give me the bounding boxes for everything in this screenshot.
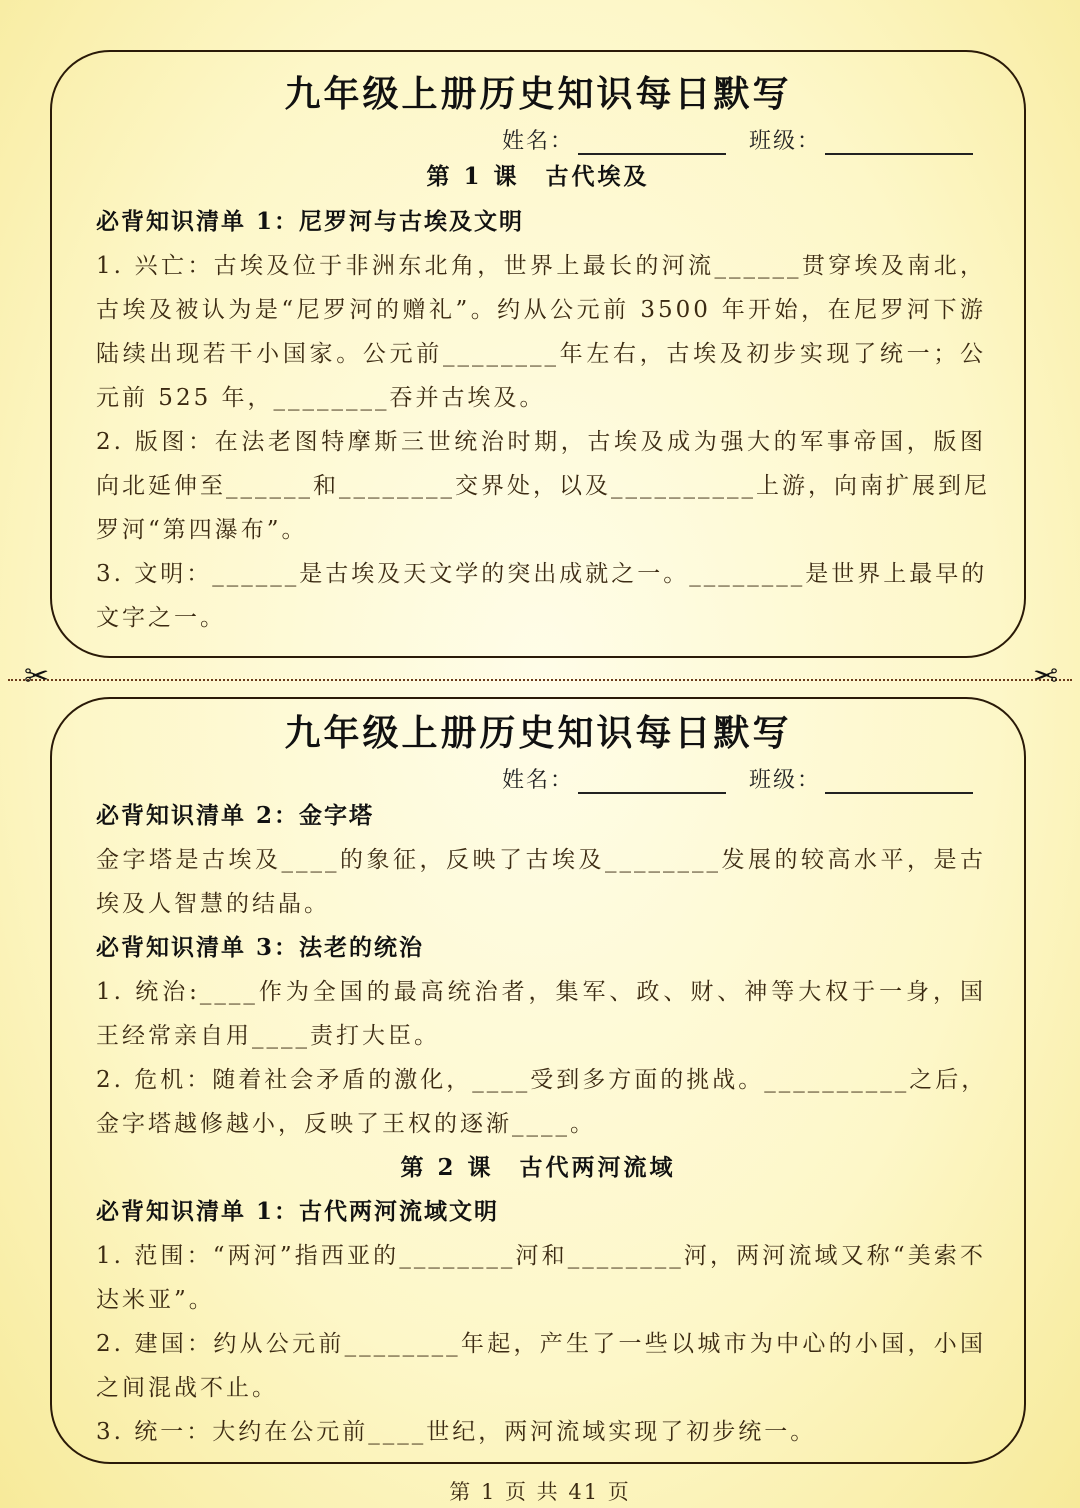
text-line: 2. 版图：在法老图特摩斯三世统治时期，古埃及成为强大的军事帝国，版图: [96, 429, 986, 455]
text-line: 达米亚”。: [96, 1287, 215, 1313]
text-line: 陆续出现若干小国家。公元前________年左右，古埃及初步实现了统一；公: [96, 341, 986, 367]
worksheet-card-1: [50, 50, 1026, 658]
text-line: 3. 统一：大约在公元前____世纪，两河流域实现了初步统一。: [96, 1419, 817, 1445]
text-line: 文字之一。: [96, 605, 226, 631]
cut-line: [8, 679, 1072, 681]
lesson-title: 第 2 课 古代两河流域: [400, 1154, 676, 1181]
section-heading: 必背知识清单 3：法老的统治: [96, 934, 425, 961]
name-label: 姓名：: [502, 768, 575, 793]
worksheet-title: 九年级上册历史知识每日默写: [284, 712, 792, 754]
text-line: 1. 统治:____作为全国的最高统治者，集军、政、财、神等大权于一身，国: [96, 979, 986, 1005]
text-line: 金字塔越修越小，反映了王权的逐渐____。: [96, 1111, 596, 1137]
name-class-row: [502, 124, 987, 155]
scissors-icon: ✂: [24, 659, 50, 694]
text-line: 2. 建国：约从公元前________年起，产生了一些以城市为中心的小国，小国: [96, 1331, 986, 1357]
text-line: 1. 兴亡：古埃及位于非洲东北角，世界上最长的河流______贯穿埃及南北，: [96, 253, 986, 279]
text-line: 向北延伸至______和________交界处，以及__________上游，向南扩展到尼: [96, 473, 990, 499]
scissors-icon: ✂: [1032, 659, 1058, 694]
section-heading: 必背知识清单 1：尼罗河与古埃及文明: [96, 208, 525, 235]
text-line: 元前 525 年，________吞并古埃及。: [96, 385, 546, 411]
text-line: 罗河“第四瀑布”。: [96, 517, 308, 543]
section-heading: 必背知识清单 1：古代两河流域文明: [96, 1198, 500, 1225]
name-class-row: [502, 763, 987, 794]
name-label: 姓名：: [502, 129, 575, 154]
page-number: 第 1 页 共 41 页: [449, 1480, 631, 1504]
lesson-title: 第 1 课 古代埃及: [426, 163, 650, 190]
text-line: 王经常亲自用____责打大臣。: [96, 1023, 440, 1049]
name-field[interactable]: [578, 772, 726, 794]
text-line: 金字塔是古埃及____的象征，反映了古埃及________发展的较高水平，是古: [96, 847, 986, 873]
class-label: 班级：: [749, 768, 822, 793]
class-field[interactable]: [825, 772, 973, 794]
text-line: 2. 危机：随着社会矛盾的激化，____受到多方面的挑战。__________之后，: [96, 1067, 988, 1093]
class-field[interactable]: [825, 133, 973, 155]
text-line: 3. 文明：______是古埃及天文学的突出成就之一。________是世界上最早的: [96, 561, 988, 587]
class-label: 班级：: [749, 129, 822, 154]
name-field[interactable]: [578, 133, 726, 155]
text-line: 埃及人智慧的结晶。: [96, 891, 330, 917]
text-line: 之间混战不止。: [96, 1375, 278, 1401]
text-line: 1. 范围：“两河”指西亚的________河和________河，两河流域又称“美索不: [96, 1243, 986, 1269]
worksheet-card-2: [50, 697, 1026, 1464]
text-line: 古埃及被认为是“尼罗河的赠礼”。约从公元前 3500 年开始，在尼罗河下游: [96, 297, 986, 323]
worksheet-title: 九年级上册历史知识每日默写: [284, 73, 792, 115]
section-heading: 必背知识清单 2：金字塔: [96, 802, 375, 829]
